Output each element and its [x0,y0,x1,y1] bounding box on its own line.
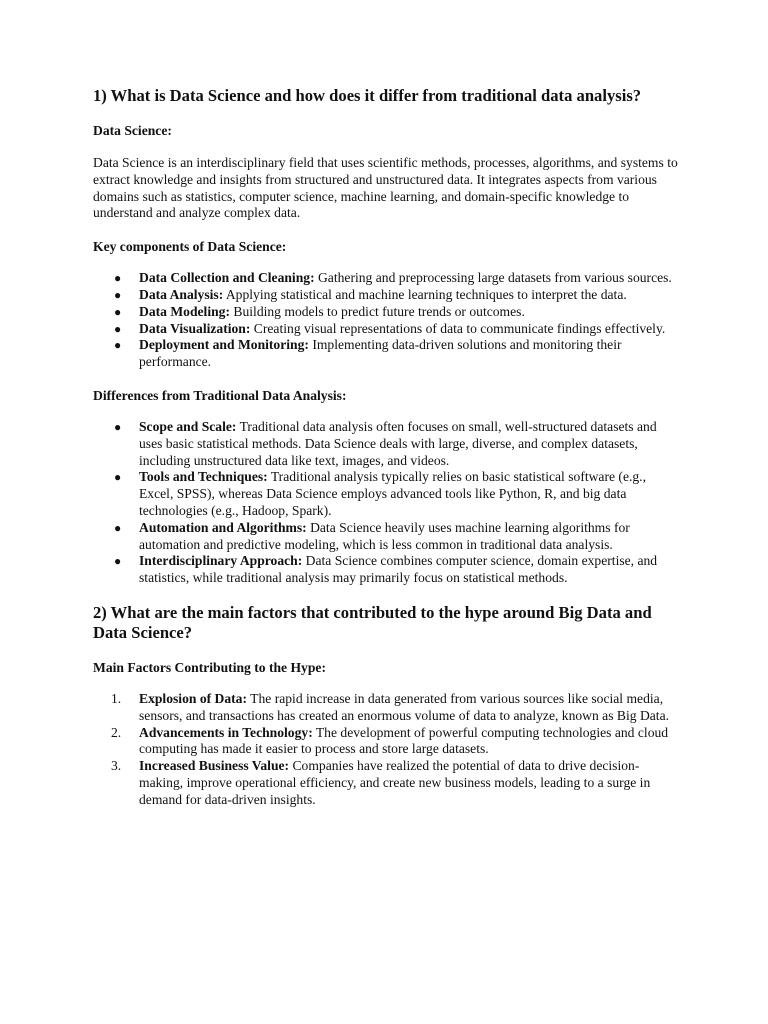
list-item-text: Traditional data analysis often focuses on small, well-structured datasets and uses basic statistical methods. Data Science deals with large, diverse, and complex datasets, including unstructured data like text, images, and videos. [139,418,657,468]
list-item-text: The development of powerful computing technologies and cloud computing has made it easier to process and store large datasets. [139,724,669,757]
list-item-term: Explosion of Data: [139,690,248,706]
list-item-text: Implementing data-driven solutions and monitoring their performance. [139,337,622,370]
list-item-term: Interdisciplinary Approach: [139,553,303,569]
list-item [93,270,683,287]
list-item [93,337,683,371]
list-item-term: Data Analysis: [139,286,224,302]
list-item-text: The rapid increase in data generated from various sources like social media, sensors, and transactions has created an enormous volume of data to analyze, known as Big Data. [139,690,669,723]
section1-title: 1) What is Data Science and how does it differ from traditional data analysis? [93,86,642,105]
differences-list [93,419,683,587]
document-page [93,86,683,809]
key-components-heading: Key components of Data Science: [93,239,287,255]
list-item [93,469,683,519]
factors-heading: Main Factors Contributing to the Hype: [93,659,326,675]
list-item-text: Applying statistical and machine learning techniques to interpret the data. [223,286,627,302]
list-item [93,553,683,587]
list-item [93,321,683,338]
key-components-list [93,270,683,371]
list-item-term: Increased Business Value: [139,758,290,774]
list-item [93,287,683,304]
bullet-icon: ● [114,271,122,286]
list-number: 3. [111,758,122,774]
list-item-text: Companies have realized the potential of data to drive decision-making, improve operational efficiency, and create new business models, leading to a surge in demand for data-driven insights. [139,758,651,807]
bullet-icon: ● [114,304,122,319]
list-item-term: Data Visualization: [139,320,251,336]
list-item-text: Creating visual representations of data to communicate findings effectively. [250,320,666,336]
list-item-text: Traditional analysis typically relies on basic statistical software (e.g., Excel, SPSS), whereas Data Science employs advanced tools like Python, R, and big data technologies (e.g., Hadoop, Spark). [139,469,646,518]
list-number: 1. [111,690,122,706]
list-item [93,758,683,808]
bullet-icon: ● [114,321,122,336]
list-item [93,304,683,321]
list-item [93,520,683,554]
bullet-icon: ● [114,554,122,569]
list-item-term: Advancements in Technology: [139,724,313,740]
list-item [93,419,683,469]
list-item-text: Building models to predict future trends or outcomes. [230,303,525,319]
bullet-icon: ● [114,470,122,485]
list-item [93,691,683,725]
list-item-term: Deployment and Monitoring: [139,337,309,353]
data-science-paragraph: Data Science is an interdisciplinary field that uses scientific methods, processes, algorithms, and systems to extract knowledge and insights from structured and unstructured data. It integrates aspects from various domains such as statistics, computer science, machine learning, and domain-specific knowledge to understand and analyze complex data. [93,155,678,221]
section2-title: 2) What are the main factors that contributed to the hype around Big Data and Data Science? [93,602,652,642]
data-science-heading: Data Science: [93,123,172,138]
list-item-term: Automation and Algorithms: [139,519,307,535]
bullet-icon: ● [114,287,122,302]
factors-list [93,691,683,809]
bullet-icon: ● [114,419,122,434]
list-item-term: Tools and Techniques: [139,469,268,485]
list-item [93,725,683,759]
list-item-text: Data Science heavily uses machine learning algorithms for automation and predictive modeling, which is less common in traditional data analysis. [139,519,630,552]
list-item-term: Data Modeling: [139,303,230,319]
list-number: 2. [111,724,122,740]
list-item-text: Gathering and preprocessing large datasets from various sources. [314,270,672,286]
list-item-text: Data Science combines computer science, domain expertise, and statistics, while traditional analysis may primarily focus on statistical methods. [139,553,658,586]
bullet-icon: ● [114,338,122,353]
bullet-icon: ● [114,520,122,535]
list-item-term: Scope and Scale: [139,418,237,434]
differences-heading: Differences from Traditional Data Analysis: [93,387,347,403]
list-item-term: Data Collection and Cleaning: [139,270,315,286]
